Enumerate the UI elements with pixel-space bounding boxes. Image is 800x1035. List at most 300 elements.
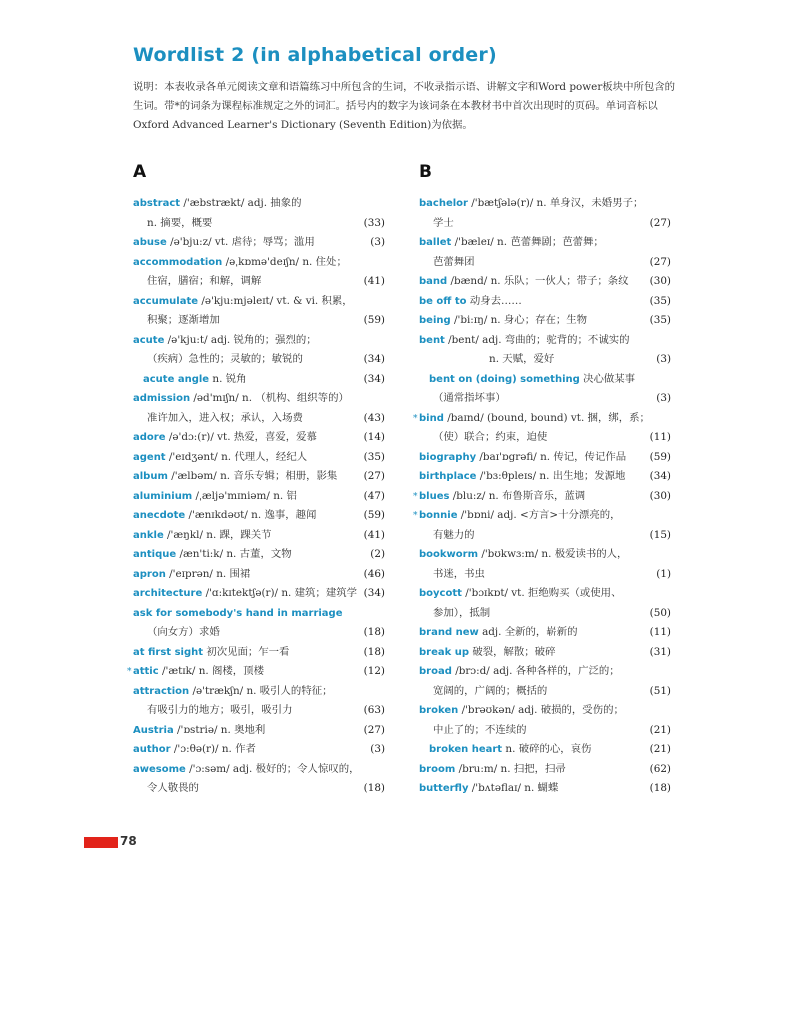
definition: /'ɔ:səm/ adj. 极好的；令人惊叹的， bbox=[189, 762, 360, 775]
entry-line bbox=[133, 292, 385, 312]
entry-text bbox=[419, 194, 665, 214]
entry-line bbox=[133, 506, 385, 526]
entry-continuation bbox=[419, 428, 671, 448]
word-entry bbox=[133, 604, 385, 643]
word-entry bbox=[419, 623, 671, 643]
entry-line bbox=[419, 760, 671, 780]
entry-continuation bbox=[133, 779, 385, 799]
page-reference: (11) bbox=[649, 431, 671, 443]
word-entry bbox=[419, 272, 671, 292]
page-reference: (15) bbox=[649, 528, 671, 541]
word-entry bbox=[413, 506, 671, 545]
word-entry bbox=[419, 370, 671, 409]
headword: accommodation bbox=[133, 256, 223, 268]
page-reference: (11) bbox=[649, 626, 671, 638]
entry-text bbox=[419, 545, 665, 565]
word-entry bbox=[133, 565, 385, 585]
definition: 参加），抵制 bbox=[433, 606, 491, 619]
headword: broom bbox=[419, 763, 456, 775]
entry-continuation bbox=[419, 253, 671, 273]
entry-line bbox=[419, 701, 671, 721]
definition: /'ɑ:kɪtektʃə(r)/ n. 建筑；建筑学 bbox=[205, 587, 357, 599]
section-letter: A bbox=[133, 162, 147, 182]
entry-line bbox=[419, 779, 671, 799]
entry-text bbox=[133, 194, 379, 214]
entry-line bbox=[133, 545, 385, 565]
entry-line bbox=[133, 604, 385, 624]
entry-line bbox=[413, 506, 671, 526]
headword: agent bbox=[133, 451, 166, 463]
entry-continuation bbox=[133, 272, 385, 292]
entry-text bbox=[133, 721, 358, 741]
entry-line bbox=[133, 526, 385, 546]
entry-continuation bbox=[133, 214, 385, 234]
word-entry bbox=[133, 233, 385, 253]
entry-text bbox=[419, 272, 644, 292]
word-entry bbox=[413, 409, 671, 448]
entry-line bbox=[419, 311, 671, 331]
entry-text bbox=[419, 701, 665, 721]
footer-accent-bar bbox=[84, 837, 118, 848]
headword: bookworm bbox=[419, 549, 479, 560]
page-reference: (21) bbox=[649, 743, 671, 755]
headword: aluminium bbox=[133, 490, 193, 502]
definition: 令人敬畏的 bbox=[147, 782, 199, 794]
definition: /bent/ adj. 弯曲的；驼背的；不诚实的 bbox=[448, 333, 630, 346]
word-entry bbox=[133, 428, 385, 448]
page-reference: (59) bbox=[363, 314, 385, 326]
entry-continuation bbox=[419, 214, 671, 234]
page-reference: (3) bbox=[656, 392, 671, 404]
entry-text bbox=[133, 292, 379, 312]
entry-text bbox=[419, 233, 665, 253]
page-reference: (35) bbox=[649, 294, 671, 307]
word-entry bbox=[419, 701, 671, 740]
word-entry bbox=[133, 331, 385, 370]
headword: blues bbox=[419, 490, 450, 502]
word-entry bbox=[133, 740, 385, 760]
definition: /ə'kju:mjəleɪt/ vt. & vi. 积累， bbox=[201, 294, 353, 307]
word-entry bbox=[133, 487, 385, 507]
definition: /'bʊkwɜ:m/ n. 极爱读书的人， bbox=[481, 548, 628, 560]
headword: apron bbox=[133, 568, 166, 580]
entry-text bbox=[133, 448, 358, 468]
entry-text bbox=[133, 331, 379, 351]
definition: /'ætɪk/ n. 阁楼，顶楼 bbox=[161, 665, 264, 677]
entry-line bbox=[133, 721, 385, 741]
word-entry bbox=[419, 194, 671, 233]
definition: n. 摘要，概要 bbox=[147, 216, 213, 229]
headword: ballet bbox=[419, 237, 452, 248]
definition: /ə'kju:t/ adj. 锐角的；强烈的； bbox=[167, 333, 317, 346]
definition: 芭蕾舞团 bbox=[433, 255, 475, 268]
entry-text bbox=[133, 545, 364, 565]
page-reference: (34) bbox=[363, 353, 385, 365]
definition: /'brəʊkən/ adj. 破损的，受伤的； bbox=[461, 704, 624, 716]
definition: 初次见面；乍一看 bbox=[206, 645, 290, 658]
definition: （使）联合；约束，迫使 bbox=[433, 431, 548, 443]
definition: 住宿，膳宿；和解，调解 bbox=[147, 275, 262, 287]
definition: /ˌæljə'mɪniəm/ n. 铝 bbox=[195, 489, 297, 502]
definition: /'ænɪkdəʊt/ n. 逸事，趣闻 bbox=[188, 509, 317, 521]
definition: /baɪnd/ (bound, bound) vt. 捆，绑，系； bbox=[447, 411, 650, 424]
word-entry bbox=[419, 467, 671, 487]
headword: bonnie bbox=[419, 510, 458, 521]
entry-continuation bbox=[133, 623, 385, 643]
headword: antique bbox=[133, 549, 177, 560]
page-reference: (59) bbox=[649, 450, 671, 463]
word-entry bbox=[133, 467, 385, 487]
entry-text bbox=[133, 682, 379, 702]
headword: anecdote bbox=[133, 510, 186, 521]
entry-line bbox=[419, 194, 671, 214]
definition: /'eɪdʒənt/ n. 代理人，经纪人 bbox=[168, 450, 308, 463]
entry-text bbox=[143, 370, 358, 390]
word-entry bbox=[419, 331, 671, 370]
entry-text bbox=[133, 584, 358, 604]
headword: bent bbox=[419, 334, 445, 346]
definition: /'bæleɪ/ n. 芭蕾舞剧；芭蕾舞； bbox=[454, 236, 604, 248]
page-reference: (18) bbox=[363, 626, 385, 638]
headword: at first sight bbox=[133, 646, 204, 658]
page-reference: (27) bbox=[649, 255, 671, 268]
entry-line bbox=[133, 370, 385, 390]
headword: adore bbox=[133, 432, 166, 443]
word-entry bbox=[419, 662, 671, 701]
word-entry bbox=[133, 545, 385, 565]
headword: ask for somebody's hand in marriage bbox=[133, 607, 343, 619]
section-letter: B bbox=[419, 162, 432, 182]
entry-line bbox=[133, 565, 385, 585]
entry-continuation bbox=[133, 701, 385, 721]
word-entry bbox=[419, 779, 671, 799]
page-reference: (59) bbox=[363, 509, 385, 521]
word-entry bbox=[133, 721, 385, 741]
headword: acute angle bbox=[143, 373, 210, 385]
definition: 宽阔的，广阔的；概括的 bbox=[433, 684, 548, 697]
headword: attraction bbox=[133, 685, 190, 697]
headword: being bbox=[419, 315, 451, 326]
definition: 动身去…… bbox=[469, 294, 522, 307]
entry-text bbox=[429, 740, 644, 760]
entry-line bbox=[133, 487, 385, 507]
entry-text: * blues /blu:z/ n. 布鲁斯音乐，蓝调 bbox=[413, 489, 586, 502]
definition: /'ælbəm/ n. 音乐专辑；相册，影集 bbox=[171, 470, 338, 482]
headword: broad bbox=[419, 666, 452, 677]
headword: bachelor bbox=[419, 198, 468, 209]
page-reference: (34) bbox=[363, 372, 385, 385]
entry-continuation bbox=[419, 350, 671, 370]
definition: 有吸引力的地方；吸引，吸引力 bbox=[147, 704, 293, 716]
page-reference: (35) bbox=[649, 314, 671, 326]
entry-text bbox=[419, 584, 665, 604]
page-reference: (46) bbox=[363, 567, 385, 580]
headword: admission bbox=[133, 393, 191, 404]
definition: /'bɔɪkɒt/ vt. 拒绝购买（或使用、 bbox=[465, 587, 622, 599]
definition: n. 天赋，爱好 bbox=[489, 353, 555, 365]
word-entry bbox=[127, 662, 385, 682]
page-reference: (30) bbox=[649, 489, 671, 502]
headword: Austria bbox=[133, 724, 174, 736]
headword: broken bbox=[419, 705, 459, 716]
word-entry bbox=[133, 253, 385, 292]
entry-line bbox=[419, 272, 671, 292]
word-entry bbox=[133, 370, 385, 390]
definition: /'æŋkl/ n. 踝，踝关节 bbox=[167, 528, 272, 541]
definition: /ə'trækʃn/ n. 吸引人的特征； bbox=[192, 684, 333, 697]
headword: break up bbox=[419, 646, 470, 658]
page-title: Wordlist 2 (in alphabetical order) bbox=[133, 44, 497, 66]
entry-text bbox=[133, 760, 379, 780]
entry-text bbox=[133, 565, 358, 585]
definition: /baɪ'ɒgrəfi/ n. 传记，传记作品 bbox=[479, 450, 627, 463]
definition: 决心做某事 bbox=[583, 372, 636, 385]
page-reference: (50) bbox=[649, 606, 671, 619]
definition: 有魅力的 bbox=[433, 528, 475, 541]
entry-line bbox=[127, 662, 385, 682]
entry-text bbox=[419, 760, 644, 780]
page-reference: (3) bbox=[370, 743, 385, 755]
entry-line bbox=[419, 292, 671, 312]
page-reference: (27) bbox=[649, 216, 671, 229]
definition: /'bætʃələ(r)/ n. 单身汉，未婚男子； bbox=[471, 197, 644, 209]
headword: bent on (doing) something bbox=[429, 373, 580, 385]
entry-text bbox=[419, 311, 644, 331]
entry-line bbox=[133, 331, 385, 351]
entry-line bbox=[133, 643, 385, 663]
entry-line bbox=[133, 682, 385, 702]
entry-continuation bbox=[133, 409, 385, 429]
definition: /brɔ:d/ adj. 各种各样的，广泛的； bbox=[455, 665, 620, 677]
word-entry bbox=[419, 448, 671, 468]
entry-line bbox=[133, 233, 385, 253]
headword: band bbox=[419, 276, 448, 287]
entry-text bbox=[133, 487, 358, 507]
word-entry bbox=[419, 545, 671, 584]
entry-continuation bbox=[133, 350, 385, 370]
entry-line bbox=[419, 331, 671, 351]
page-number: 78 bbox=[120, 834, 137, 848]
page-reference: (47) bbox=[363, 489, 385, 502]
entry-line bbox=[413, 487, 671, 507]
entry-continuation bbox=[419, 604, 671, 624]
headword: be off to bbox=[419, 295, 467, 307]
word-entry bbox=[419, 292, 671, 312]
entry-continuation bbox=[133, 311, 385, 331]
word-entry bbox=[133, 389, 385, 428]
headword: architecture bbox=[133, 588, 203, 599]
word-entry bbox=[419, 760, 671, 780]
entry-text bbox=[419, 643, 644, 663]
page-reference: (41) bbox=[363, 275, 385, 287]
definition: /bænd/ n. 乐队；一伙人；带子；条纹 bbox=[450, 275, 629, 287]
entry-text: * attic /'ætɪk/ n. 阁楼，顶楼 bbox=[127, 665, 264, 677]
page-reference: (3) bbox=[370, 236, 385, 248]
entry-line bbox=[133, 740, 385, 760]
headword: boycott bbox=[419, 588, 462, 599]
entry-text bbox=[419, 662, 665, 682]
definition: /'ɔ:θə(r)/ n. 作者 bbox=[173, 743, 256, 755]
entry-text: * bonnie /'bɒni/ adj. <方言>十分漂亮的， bbox=[413, 509, 621, 521]
entry-continuation bbox=[419, 565, 671, 585]
word-entry bbox=[133, 584, 385, 604]
word-entry bbox=[413, 487, 671, 507]
page-reference: (14) bbox=[363, 431, 385, 443]
entry-line bbox=[133, 389, 385, 409]
entry-text bbox=[419, 448, 644, 468]
page-reference: (18) bbox=[649, 782, 671, 794]
definition: /'bɒni/ adj. <方言>十分漂亮的， bbox=[460, 509, 621, 521]
page-reference: (1) bbox=[656, 567, 671, 580]
page-reference: (63) bbox=[363, 704, 385, 716]
page-reference: (2) bbox=[370, 548, 385, 560]
definition: /'eɪprən/ n. 围裙 bbox=[169, 567, 251, 580]
definition: （通常指坏事） bbox=[433, 392, 506, 404]
intro-note: 说明：本表收录各单元阅读文章和语篇练习中所包含的生词，不收录指示语、讲解文字和Word power板块中所包含的生词。带*的词条为课程标准规定之外的词汇。括号内的数字为该词条在本教材书中首次出现时的页码。单词音标以Oxford Advanced Learner's Dictionary (Seventh Edition)为依据。 bbox=[133, 81, 676, 131]
word-entry bbox=[419, 311, 671, 331]
definition: （疾病）急性的；灵敏的；敏锐的 bbox=[147, 353, 303, 365]
headword: author bbox=[133, 744, 171, 755]
definition: /'bʌtəflaɪ/ n. 蝴蝶 bbox=[471, 782, 559, 794]
column-a bbox=[127, 162, 385, 799]
entry-text bbox=[419, 467, 644, 487]
word-entry bbox=[133, 292, 385, 331]
entry-text bbox=[419, 292, 644, 312]
column-b bbox=[413, 162, 671, 799]
definition: 破裂，解散；破碎 bbox=[472, 645, 556, 658]
definition: /'æbstrækt/ adj. 抽象的 bbox=[183, 197, 302, 209]
definition: /ə'bju:z/ vt. 虐待；辱骂；滥用 bbox=[170, 236, 315, 248]
entry-line bbox=[419, 584, 671, 604]
word-entry bbox=[133, 448, 385, 468]
entry-text bbox=[419, 331, 665, 351]
word-entry bbox=[133, 643, 385, 663]
word-entry bbox=[419, 643, 671, 663]
headword: broken heart bbox=[429, 744, 503, 755]
entry-line bbox=[419, 545, 671, 565]
entry-text bbox=[133, 526, 358, 546]
headword: ankle bbox=[133, 529, 164, 541]
page-reference: (31) bbox=[649, 645, 671, 658]
headword: butterfly bbox=[419, 783, 469, 794]
definition: n. 破碎的心，哀伤 bbox=[505, 743, 592, 755]
headword: abstract bbox=[133, 198, 181, 209]
headword: accumulate bbox=[133, 295, 198, 307]
entry-text bbox=[133, 467, 358, 487]
page-reference: (62) bbox=[649, 762, 671, 775]
headword: awesome bbox=[133, 763, 186, 775]
definition: /əd'mɪʃn/ n. （机构、组织等的） bbox=[193, 392, 349, 404]
word-entry bbox=[133, 194, 385, 233]
entry-line bbox=[413, 409, 671, 429]
entry-text bbox=[133, 389, 379, 409]
headword: birthplace bbox=[419, 471, 477, 482]
definition: /'bi:ɪŋ/ n. 身心；存在；生物 bbox=[453, 314, 588, 326]
entry-line bbox=[133, 448, 385, 468]
page-reference: (12) bbox=[363, 665, 385, 677]
definition: /'ɒstriə/ n. 奥地利 bbox=[177, 723, 266, 736]
page-reference: (30) bbox=[649, 275, 671, 287]
entry-list bbox=[127, 194, 385, 799]
entry-text bbox=[133, 604, 379, 624]
entry-line bbox=[419, 662, 671, 682]
page-reference: (21) bbox=[649, 723, 671, 736]
entry-continuation bbox=[419, 682, 671, 702]
entry-line bbox=[419, 740, 671, 760]
entry-line bbox=[419, 370, 671, 390]
entry-line bbox=[133, 584, 385, 604]
entry-continuation bbox=[419, 526, 671, 546]
headword: album bbox=[133, 471, 168, 482]
entry-line bbox=[419, 448, 671, 468]
page-reference: (43) bbox=[363, 411, 385, 424]
entry-text bbox=[133, 253, 379, 273]
entry-text bbox=[133, 233, 364, 253]
entry-line bbox=[133, 194, 385, 214]
definition: /bru:m/ n. 扫把，扫帚 bbox=[458, 762, 566, 775]
definition: 中止了的；不连续的 bbox=[433, 723, 527, 736]
word-entry bbox=[133, 760, 385, 799]
definition: adj. 全新的，崭新的 bbox=[482, 626, 578, 638]
page-reference: (27) bbox=[363, 723, 385, 736]
headword: bind bbox=[419, 412, 444, 424]
definition: 书迷，书虫 bbox=[433, 567, 485, 580]
entry-text bbox=[133, 428, 358, 448]
entry-line bbox=[419, 233, 671, 253]
definition: n. 锐角 bbox=[212, 372, 247, 385]
entry-line bbox=[133, 253, 385, 273]
page-reference: (18) bbox=[363, 645, 385, 658]
word-entry bbox=[133, 526, 385, 546]
entry-list bbox=[413, 194, 671, 799]
word-entry bbox=[419, 740, 671, 760]
page-reference: (33) bbox=[363, 216, 385, 229]
page-reference: (35) bbox=[363, 450, 385, 463]
word-entry bbox=[419, 584, 671, 623]
page-reference: (34) bbox=[649, 470, 671, 482]
page-reference: (18) bbox=[363, 782, 385, 794]
entry-continuation bbox=[419, 721, 671, 741]
definition: /'bɜ:θpleɪs/ n. 出生地；发源地 bbox=[479, 470, 626, 482]
entry-line bbox=[419, 643, 671, 663]
word-entry bbox=[419, 233, 671, 272]
entry-text bbox=[419, 623, 644, 643]
definition: /ə'dɔ:(r)/ vt. 热爱，喜爱，爱慕 bbox=[168, 431, 317, 443]
definition: /blu:z/ n. 布鲁斯音乐，蓝调 bbox=[452, 489, 586, 502]
entry-line bbox=[419, 467, 671, 487]
entry-line bbox=[133, 760, 385, 780]
word-entry bbox=[133, 506, 385, 526]
entry-text bbox=[133, 740, 364, 760]
definition: 学士 bbox=[433, 216, 454, 229]
headword: abuse bbox=[133, 237, 167, 248]
page-reference: (34) bbox=[363, 587, 385, 599]
definition: /æn'ti:k/ n. 古董，文物 bbox=[179, 548, 292, 560]
headword: biography bbox=[419, 451, 477, 463]
entry-text bbox=[133, 506, 358, 526]
page-reference: (51) bbox=[649, 684, 671, 697]
definition: /əˌkɒmə'deɪʃn/ n. 住处； bbox=[225, 255, 347, 268]
headword: brand new bbox=[419, 627, 479, 638]
entry-text: * bind /baɪnd/ (bound, bound) vt. 捆，绑，系； bbox=[413, 411, 650, 424]
page-reference: (27) bbox=[363, 470, 385, 482]
entry-text bbox=[429, 370, 665, 390]
entry-continuation bbox=[419, 389, 671, 409]
definition: （向女方）求婚 bbox=[147, 626, 220, 638]
word-entry bbox=[133, 682, 385, 721]
headword: acute bbox=[133, 334, 165, 346]
page-reference: (3) bbox=[656, 353, 671, 365]
